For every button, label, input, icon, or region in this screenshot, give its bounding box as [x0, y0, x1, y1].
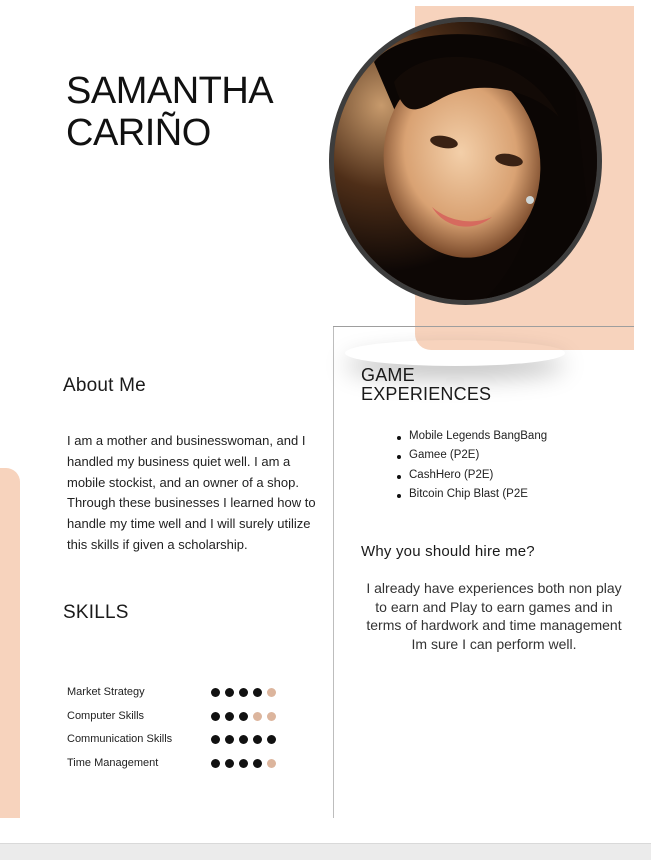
- rating-dot-filled: [225, 759, 234, 768]
- skill-rating-dots: [211, 712, 276, 721]
- skill-row: [67, 708, 297, 732]
- skills-heading: SKILLS: [63, 602, 129, 623]
- rating-dot-filled: [239, 712, 248, 721]
- skill-label: Computer Skills: [67, 709, 145, 722]
- about-heading: About Me: [63, 375, 146, 396]
- viewer-bottom-bar: [0, 843, 651, 860]
- game-item: CashHero (P2E): [397, 469, 547, 488]
- resume-name: [66, 70, 273, 154]
- accent-side-strip: [0, 468, 20, 818]
- games-heading: [361, 366, 491, 404]
- skill-label: Time Management: [67, 757, 159, 770]
- rating-dot-filled: [225, 735, 234, 744]
- about-text: I am a mother and businesswoman, and I handled my business quiet well. I am a mobile stockist, and an owner of a shop. Through these businesses I learned how to handle my time well and I will surely utilize this skills if given a scholarship.: [67, 433, 316, 552]
- game-item: Mobile Legends BangBang: [397, 430, 547, 449]
- rating-dot-filled: [239, 735, 248, 744]
- section-divider: [333, 326, 634, 327]
- rating-dot-filled: [267, 735, 276, 744]
- rating-dot-filled: [211, 759, 220, 768]
- skill-rating-dots: [211, 688, 276, 697]
- rating-dot-empty: [267, 712, 276, 721]
- rating-dot-filled: [253, 735, 262, 744]
- rating-dot-filled: [211, 735, 220, 744]
- hire-text: I already have experiences both non play to earn and Play to earn games and in terms of hardwork and time management Im sure I can perform well.: [366, 580, 622, 652]
- rating-dot-filled: [239, 688, 248, 697]
- skill-label: Market Strategy: [67, 686, 145, 698]
- profile-photo-illustration: [334, 22, 597, 300]
- profile-photo: [329, 17, 602, 305]
- skills-list: [67, 684, 297, 779]
- rating-dot-filled: [211, 712, 220, 721]
- games-list: [397, 430, 547, 507]
- rating-dot-filled: [253, 759, 262, 768]
- rating-dot-filled: [211, 688, 220, 697]
- column-divider: [333, 326, 334, 818]
- rating-dot-empty: [267, 688, 276, 697]
- rating-dot-filled: [225, 688, 234, 697]
- game-item: Bitcoin Chip Blast (P2E: [397, 488, 547, 507]
- rating-dot-empty: [267, 759, 276, 768]
- rating-dot-filled: [253, 688, 262, 697]
- skill-label: Communication Skills: [67, 733, 173, 746]
- hire-heading: Why you should hire me?: [361, 543, 535, 560]
- rating-dot-filled: [239, 759, 248, 768]
- skill-rating-dots: [211, 735, 276, 744]
- card-shadow: [345, 340, 565, 366]
- skill-row: [67, 755, 297, 779]
- skill-row: [67, 684, 297, 708]
- games-heading-line1: GAME: [361, 365, 415, 385]
- first-name: SAMANTHA: [66, 70, 274, 112]
- skill-rating-dots: [211, 759, 276, 768]
- last-name: CARIÑO: [66, 112, 211, 154]
- rating-dot-empty: [253, 712, 262, 721]
- skill-row: [67, 731, 297, 755]
- games-heading-line2: EXPERIENCES: [361, 384, 492, 404]
- rating-dot-filled: [225, 712, 234, 721]
- game-item: Gamee (P2E): [397, 449, 547, 468]
